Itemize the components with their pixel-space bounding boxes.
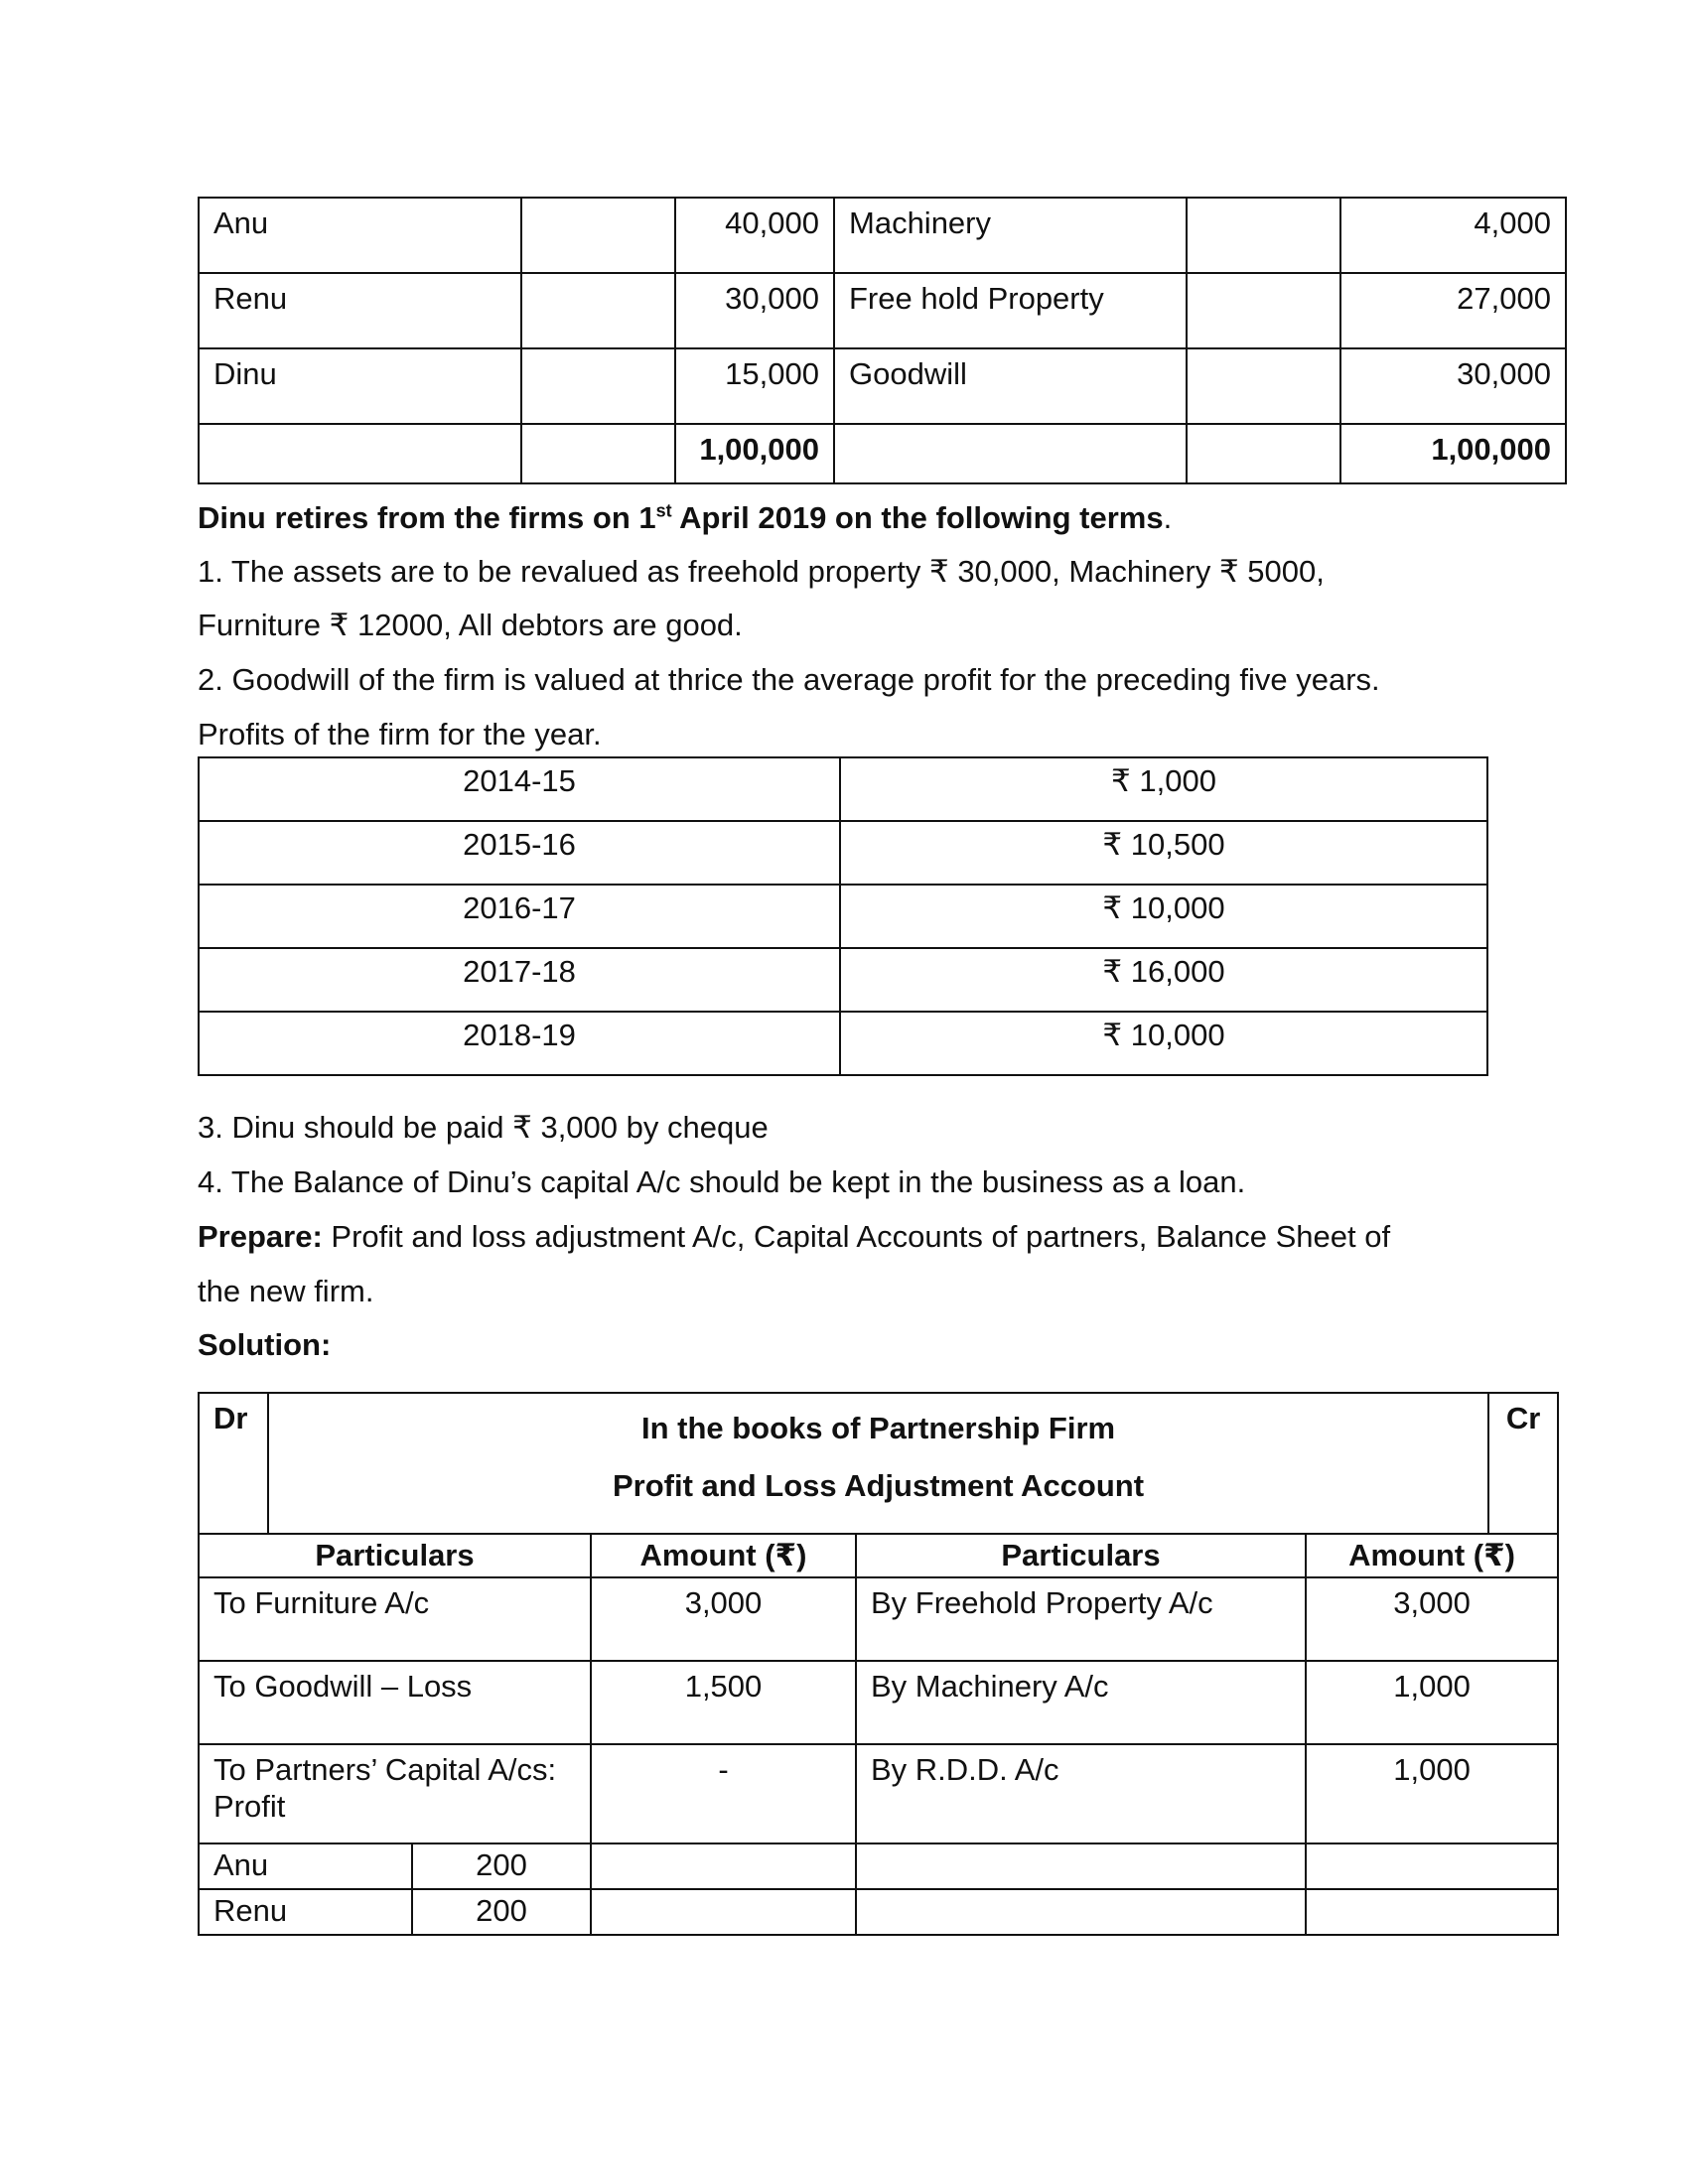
- dr-amount-header: Amount (₹): [591, 1534, 856, 1577]
- solution-heading: Solution:: [198, 1327, 332, 1362]
- liability-amount: 15,000: [675, 348, 834, 424]
- table-row: [199, 885, 1487, 948]
- liability-label: Renu: [199, 273, 521, 348]
- cr-amount: 3,000: [1306, 1577, 1558, 1661]
- table-row: [199, 1661, 1558, 1744]
- asset-label: Free hold Property: [834, 273, 1187, 348]
- profit-cell: ₹ 10,000: [840, 885, 1487, 948]
- dr-amount: 1,500: [591, 1661, 856, 1744]
- dr-particulars-header: Particulars: [199, 1534, 591, 1577]
- account-name: Profit and Loss Adjustment Account: [613, 1468, 1145, 1503]
- dr-amount: -: [591, 1744, 856, 1843]
- liability-amount: 40,000: [675, 198, 834, 273]
- asset-amount: 4,000: [1340, 198, 1566, 273]
- year-cell: 2018-19: [199, 1012, 840, 1075]
- partner-row: [199, 1889, 1558, 1935]
- account-title: [268, 1393, 1488, 1534]
- prepare-instruction-continued: the new firm.: [198, 1274, 374, 1308]
- pl-adjustment-table: [198, 1392, 1559, 1936]
- year-cell: 2016-17: [199, 885, 840, 948]
- asset-amount: 30,000: [1340, 348, 1566, 424]
- liability-amount: 30,000: [675, 273, 834, 348]
- term-4: 4. The Balance of Dinu’s capital A/c should be kept in the business as a loan.: [198, 1164, 1246, 1199]
- column-header-row: [199, 1534, 1558, 1577]
- total-liabilities: 1,00,000: [675, 424, 834, 483]
- table-row: [199, 757, 1487, 821]
- cr-particular: By R.D.D. A/c: [856, 1744, 1306, 1843]
- partner-share: 200: [412, 1889, 591, 1935]
- profit-cell: ₹ 10,500: [840, 821, 1487, 885]
- term-3: 3. Dinu should be paid ₹ 3,000 by cheque: [198, 1110, 769, 1145]
- table-row: [199, 821, 1487, 885]
- profits-label: Profits of the firm for the year.: [198, 717, 602, 751]
- partner-name: Renu: [199, 1889, 412, 1935]
- profit-cell: ₹ 10,000: [840, 1012, 1487, 1075]
- profit-cell: ₹ 16,000: [840, 948, 1487, 1012]
- table-row: [199, 273, 1566, 348]
- table-row: [199, 1744, 1558, 1843]
- dr-label: Dr: [199, 1393, 268, 1534]
- partner-name: Anu: [199, 1843, 412, 1889]
- year-cell: 2017-18: [199, 948, 840, 1012]
- table-row: [199, 1577, 1558, 1661]
- cr-particular: By Freehold Property A/c: [856, 1577, 1306, 1661]
- term-1: 1. The assets are to be revalued as freehold property ₹ 30,000, Machinery ₹ 5000,: [198, 554, 1325, 589]
- table-row: [199, 348, 1566, 424]
- account-header-row: [199, 1393, 1558, 1534]
- year-cell: 2015-16: [199, 821, 840, 885]
- partner-row: [199, 1843, 1558, 1889]
- profit-cell: ₹ 1,000: [840, 757, 1487, 821]
- table-row: [199, 948, 1487, 1012]
- profits-table: [198, 756, 1488, 1076]
- cr-label: Cr: [1488, 1393, 1558, 1534]
- total-assets: 1,00,000: [1340, 424, 1566, 483]
- asset-label: Machinery: [834, 198, 1187, 273]
- dr-amount: 3,000: [591, 1577, 856, 1661]
- asset-amount: 27,000: [1340, 273, 1566, 348]
- dr-particular: To Goodwill – Loss: [199, 1661, 591, 1744]
- liability-label: Anu: [199, 198, 521, 273]
- liability-label: Dinu: [199, 348, 521, 424]
- dr-particular: To Furniture A/c: [199, 1577, 591, 1661]
- cr-amount: 1,000: [1306, 1744, 1558, 1843]
- cr-amount: 1,000: [1306, 1661, 1558, 1744]
- retirement-heading: Dinu retires from the firms on 1st April 2019 on the following terms.: [198, 500, 1173, 535]
- balance-sheet-table: [198, 197, 1567, 484]
- firm-title: In the books of Partnership Firm: [640, 1411, 1116, 1445]
- year-cell: 2014-15: [199, 757, 840, 821]
- dr-particular: To Partners’ Capital A/cs: Profit: [199, 1744, 591, 1843]
- table-row: [199, 1012, 1487, 1075]
- table-row: [199, 198, 1566, 273]
- cr-particulars-header: Particulars: [856, 1534, 1306, 1577]
- cr-amount-header: Amount (₹): [1306, 1534, 1558, 1577]
- total-row: [199, 424, 1566, 483]
- asset-label: Goodwill: [834, 348, 1187, 424]
- partner-share: 200: [412, 1843, 591, 1889]
- term-1-continued: Furniture ₹ 12000, All debtors are good.: [198, 608, 743, 642]
- prepare-instruction: Prepare: Profit and loss adjustment A/c, Capital Accounts of partners, Balance Sheet of: [198, 1219, 1391, 1254]
- term-2: 2. Goodwill of the firm is valued at thrice the average profit for the preceding five years.: [198, 662, 1380, 697]
- cr-particular: By Machinery A/c: [856, 1661, 1306, 1744]
